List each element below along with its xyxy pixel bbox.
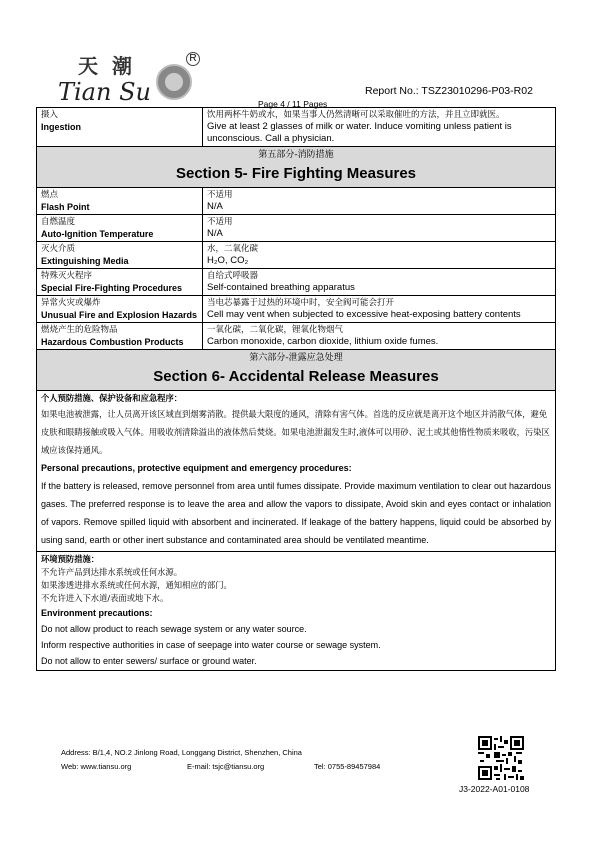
- logo-chinese: 天潮: [78, 54, 146, 78]
- env-line-cn: 不允许产品到达排水系统或任何水源。: [41, 567, 183, 577]
- row-environment-precautions: [37, 552, 556, 671]
- logo-seal-icon: [156, 64, 192, 100]
- row-auto-ignition: [37, 215, 556, 242]
- label-en: Special Fire-Fighting Procedures: [41, 283, 183, 293]
- row-unusual-hazards: [37, 296, 556, 323]
- value-en: Cell may vent when subjected to excessive heat-exposing battery contents: [207, 309, 521, 320]
- value-cn: 水，二氧化碳: [207, 244, 259, 254]
- personal-title-en: Personal precautions, protective equipment and emergency procedures:: [41, 463, 352, 473]
- label-en: Extinguishing Media: [41, 256, 129, 266]
- env-line-en: Inform respective authorities in case of seepage into water course or sewage system.: [41, 640, 381, 650]
- personal-text-cn: 如果电池被泄露，让人员离开该区域直到烟雾消散。提供最大限度的通风，清除有害气体。首选的反应就是离开这个地区并消散气体，避免皮肤和眼睛接触或吸入气体。用吸收剂清除溢出的液体然后焚烧。如果电池泄漏发生时,液体可以用砂、泥土或其他惰性物质来吸收，污染区域应该保持通风。: [41, 409, 550, 455]
- footer-tel: Tel: 0755-89457984: [314, 762, 381, 771]
- label-cell: [37, 108, 203, 147]
- label-en: Unusual Fire and Explosion Hazards: [41, 310, 198, 320]
- value-cn: 当电芯暴露于过热的环境中时，安全阀可能会打开: [207, 298, 395, 308]
- value-cn: 一氧化碳，二氧化碳，锂氧化物烟气: [207, 325, 344, 335]
- value-cn: 不适用: [207, 217, 233, 227]
- section6-title-cn: 第六部分-泄露应急处理: [249, 353, 343, 363]
- env-title-en: Environment precautions:: [41, 608, 153, 618]
- value-en: Self-contained breathing apparatus: [207, 282, 355, 293]
- personal-text-en: If the battery is released, remove personnel from area until fumes dissipate. Provide maximum ventilation to clear out hazardous gases. The preferred response is to leave the area and allow the vapors to dissipate, Avoid skin and eyes contact or inhalation of vapors. Remove spilled liquid with absorbent and incinerated. If leakage of the battery happens, liquid could be absorbed by using sand, earth or other inert substance and contaminated area should be ventilated meantime.: [41, 481, 551, 545]
- page-number: Page 4 / 11 Pages: [258, 99, 328, 109]
- value-cn: 饮用两杯牛奶或水，如果当事人仍然清晰可以采取催吐的方法，并且立即就医。: [207, 110, 505, 120]
- qr-code-icon: [478, 736, 524, 780]
- footer-address: Address: B/1,4, NO.2 Jinlong Road, Longgang District, Shenzhen, China: [61, 748, 302, 757]
- footer-email: E-mail: tsjc@tiansu.org: [187, 762, 265, 771]
- row-extinguishing-media: [37, 242, 556, 269]
- env-line-cn: 如果渗透进排水系统或任何水源，通知相应的部门。: [41, 580, 232, 590]
- env-line-en: Do not allow product to reach sewage system or any water source.: [41, 624, 307, 634]
- value-cn: 不适用: [207, 190, 233, 200]
- row-special-procedures: [37, 269, 556, 296]
- row-ingestion: [37, 108, 556, 147]
- label-cn: 自燃温度: [41, 217, 76, 227]
- footer-web: Web: www.tiansu.org: [61, 762, 132, 771]
- env-line-en: Do not allow to enter sewers/ surface or ground water.: [41, 656, 257, 666]
- row-combustion-products: [37, 323, 556, 350]
- env-title-cn: 环境预防措施：: [41, 554, 100, 564]
- label-cn: 燃点: [41, 190, 59, 200]
- section6-title-en: Section 6- Accidental Release Measures: [153, 368, 439, 385]
- personal-title-cn: 个人预防措施、保护设备和应急程序：: [41, 393, 183, 403]
- label-cn: 异常火灾或爆炸: [41, 298, 101, 308]
- value-cn: 自给式呼吸器: [207, 271, 259, 281]
- row-personal-precautions: [37, 391, 556, 552]
- section5-title-en: Section 5- Fire Fighting Measures: [175, 165, 417, 182]
- value-en: Carbon monoxide, carbon dioxide, lithium oxide fumes.: [207, 336, 439, 347]
- section5-title-cn: 第五部分-消防措施: [258, 150, 334, 160]
- company-logo: [58, 50, 198, 110]
- label-cn: 特殊灭火程序: [41, 271, 93, 281]
- label-cn: 摄入: [41, 110, 59, 120]
- logo-english: Tian Su: [58, 78, 151, 106]
- env-line-cn: 不允许进入下水道/表面或地下水。: [41, 593, 169, 603]
- section5-header: [37, 147, 556, 188]
- row-flash-point: [37, 188, 556, 215]
- value-cell: [203, 108, 556, 147]
- label-en: Flash Point: [41, 202, 90, 212]
- value-en: Give at least 2 glasses of milk or water. Induce vomiting unless patient is unconscious. Call a physician.: [207, 121, 512, 144]
- value-en: N/A: [207, 201, 223, 212]
- value-en: N/A: [207, 228, 223, 239]
- label-en: Ingestion: [41, 122, 81, 132]
- label-en: Hazardous Combustion Products: [41, 337, 184, 347]
- document-code: J3-2022-A01-0108: [459, 784, 530, 794]
- registered-mark: R: [186, 52, 200, 66]
- label-cn: 燃烧产生的危险物品: [41, 325, 118, 335]
- label-en: Auto-Ignition Temperature: [41, 229, 154, 239]
- report-number: Report No.: TSZ23010296-P03-R02: [365, 85, 533, 97]
- msds-table: [36, 107, 556, 671]
- section6-header: [37, 350, 556, 391]
- value-en: H₂O, CO₂: [207, 255, 249, 266]
- label-cn: 灭火介质: [41, 244, 76, 254]
